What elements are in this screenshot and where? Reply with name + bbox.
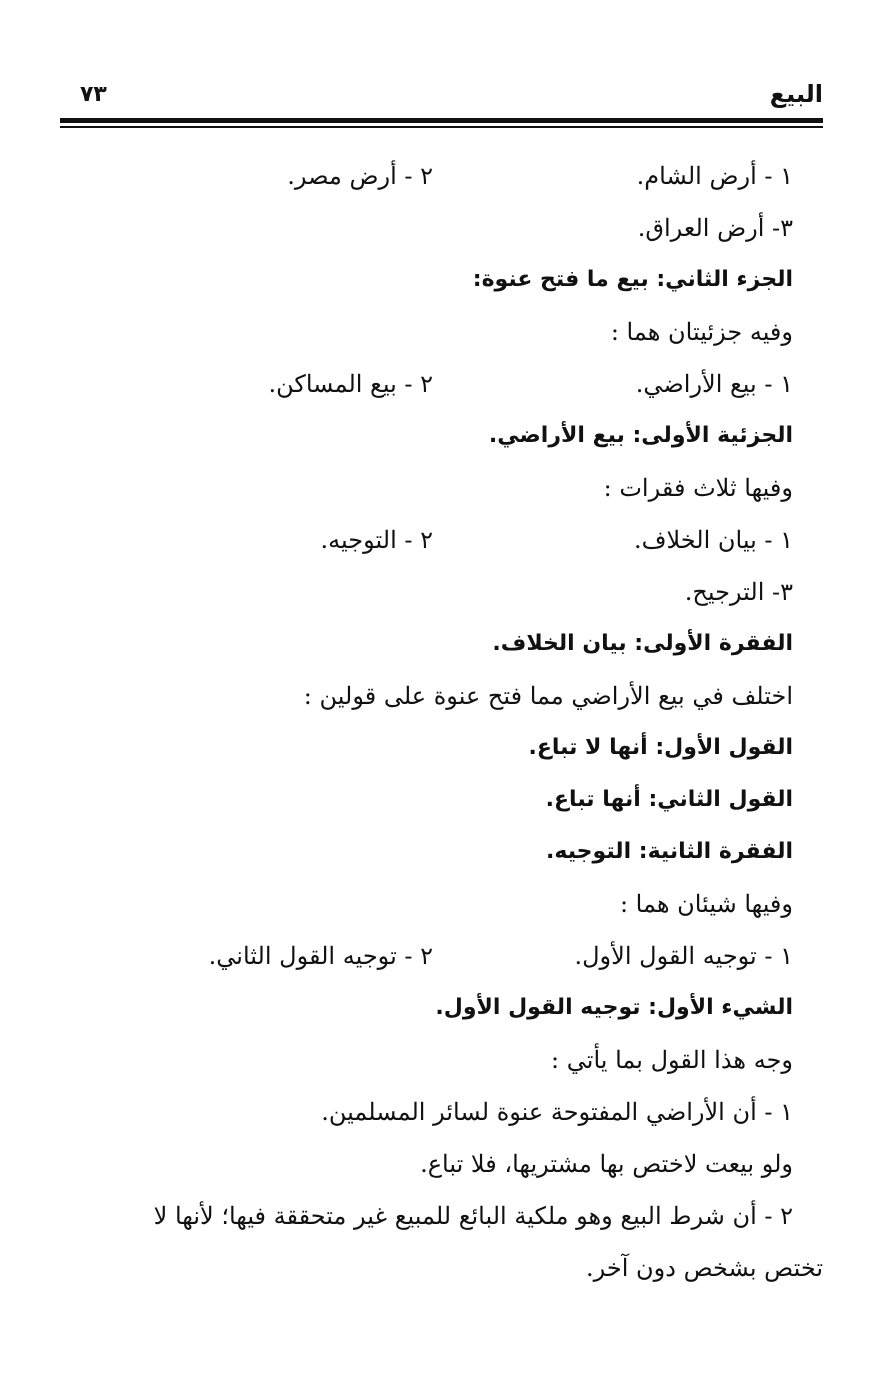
text-line [60,878,793,930]
section-heading [60,618,793,670]
list-row [60,930,793,982]
text-line [60,202,793,254]
list-item: ١ - بيان الخلاف. [633,526,793,554]
heading-text: الفقرة الثانية: التوجيه. [546,839,793,864]
list-item: ٢ - أرض مصر. [287,162,433,190]
line-text: وفيها شيئان هما : [619,890,793,918]
header-rule-thin [60,126,823,128]
list-item: ١ - أرض الشام. [636,162,793,190]
list-item: ٢ - التوجيه. [320,526,433,554]
text-line [60,1086,793,1138]
page-body [60,150,823,1294]
text-line [60,1138,793,1190]
line-text: ٣- أرض العراق. [637,214,793,242]
heading-text: الجزء الثاني: بيع ما فتح عنوة: [472,267,793,292]
list-item: ٢ - بيع المساكن. [268,370,433,398]
section-heading [60,774,793,826]
page-number: ٧٣ [80,82,107,107]
line-text: ولو بيعت لاختص بها مشتريها، فلا تباع. [420,1150,793,1178]
chapter-title: البيع [769,80,823,108]
page-header [60,80,823,120]
line-text: اختلف في بيع الأراضي مما فتح عنوة على قولين : [303,682,793,710]
list-item: ١ - توجيه القول الأول. [574,942,793,970]
paragraph-line [60,1242,823,1294]
list-row [60,358,793,410]
heading-text: القول الثاني: أنها تباع. [545,787,793,812]
heading-text: الفقرة الأولى: بيان الخلاف. [492,631,793,656]
text-line [60,566,793,618]
list-row [60,150,793,202]
list-row [60,514,793,566]
text-line [60,670,793,722]
line-text: ١ - أن الأراضي المفتوحة عنوة لسائر المسلمين. [321,1098,793,1126]
text-line [60,306,793,358]
section-heading [60,826,793,878]
paragraph-text: ٢ - أن شرط البيع وهو ملكية البائع للمبيع غير متحققة فيها؛ لأنها لا [153,1202,793,1230]
heading-text: الشيء الأول: توجيه القول الأول. [435,995,793,1020]
line-text: وجه هذا القول بما يأتي : [551,1046,793,1074]
text-line [60,462,793,514]
paragraph-line [60,1190,793,1242]
header-rule-thick [60,118,823,123]
heading-text: الجزئية الأولى: بيع الأراضي. [488,423,793,448]
line-text: وفيها ثلاث فقرات : [603,474,793,502]
line-text: ٣- الترجيح. [684,578,793,606]
section-heading [60,722,793,774]
section-heading [60,982,793,1034]
text-line [60,1034,793,1086]
list-item: ٢ - توجيه القول الثاني. [208,942,433,970]
paragraph-text: تختص بشخص دون آخر. [586,1254,823,1282]
list-item: ١ - بيع الأراضي. [635,370,793,398]
heading-text: القول الأول: أنها لا تباع. [528,735,793,760]
section-heading [60,254,793,306]
section-heading [60,410,793,462]
line-text: وفيه جزئيتان هما : [610,318,793,346]
